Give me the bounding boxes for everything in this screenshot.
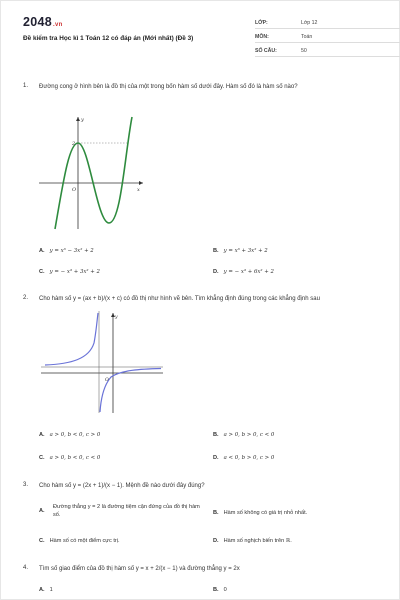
x-label: x <box>137 187 140 193</box>
question-number: 3. <box>23 482 29 488</box>
question-text: Đường cong ở hình bên là đồ thị của một trong bốn hàm số dưới đây. Hàm số đó là hàm số nào? <box>39 84 298 90</box>
mark-label: 2 <box>72 141 76 147</box>
cubic-curve <box>55 117 132 229</box>
origin-label: O <box>105 378 109 383</box>
question-text: Tìm số giao điểm của đồ thị hàm số y = x + 2/(x − 1) và đường thẳng y = 2x <box>39 566 240 572</box>
option-3c[interactable]: C. Hàm số có một điểm cực trị. <box>39 538 120 544</box>
option-3d[interactable]: D. Hàm số nghịch biến trên ℝ. <box>213 538 292 544</box>
y-label: y <box>81 117 84 123</box>
header <box>23 13 383 63</box>
origin-label: O <box>72 187 77 193</box>
x-axis-arrow <box>139 181 143 185</box>
option-1d[interactable]: D. y = − x³ + 6x² + 2 <box>213 269 274 275</box>
y-axis-arrow <box>76 117 80 121</box>
option-4b[interactable]: B. 0 <box>213 587 227 593</box>
hyperbola-right-branch <box>100 369 161 413</box>
question-text: Cho hàm số y = (ax + b)/(x + c) có đồ thị như hình vẽ bên. Tìm khẳng định đúng trong các khẳng định sau <box>39 296 320 302</box>
question-text: Cho hàm số y = (2x + 1)/(x − 1). Mệnh đề nào dưới đây đúng? <box>39 483 205 489</box>
meta-subject: MÔN: Toán <box>255 29 400 43</box>
question-number: 4. <box>23 565 29 571</box>
question-number: 2. <box>23 295 29 301</box>
option-1a[interactable]: A. y = x³ − 3x² + 2 <box>39 248 94 254</box>
option-2b[interactable]: B. a > 0, b > 0, c < 0 <box>213 432 275 438</box>
document-title: Đề kiểm tra Học kì 1 Toán 12 có đáp án (Mới nhất) (Đề 3) <box>23 35 194 42</box>
option-2a[interactable]: A. a > 0, b < 0, c > 0 <box>39 432 101 438</box>
question-1-graph <box>37 113 147 231</box>
meta-info <box>255 15 400 57</box>
y-label: y <box>115 315 118 320</box>
meta-class: LỚP: Lớp 12 <box>255 15 400 29</box>
meta-question-count: SỐ CÂU: 50 <box>255 43 400 57</box>
site-logo[interactable]: 2048.vn <box>23 15 63 29</box>
question-number: 1. <box>23 83 29 89</box>
option-2d[interactable]: D. a < 0, b > 0, c > 0 <box>213 455 275 461</box>
option-3a[interactable]: A. Đường thẳng y = 2 là đường tiệm cận đứng của đồ thị hàm số. <box>39 504 200 518</box>
option-1b[interactable]: B. y = x³ + 3x² + 2 <box>213 248 268 254</box>
option-2c[interactable]: C. a > 0, b < 0, c < 0 <box>39 455 101 461</box>
hyperbola-left-branch <box>45 313 98 365</box>
option-4a[interactable]: A. 1 <box>39 587 53 593</box>
option-1c[interactable]: C. y = − x³ + 3x² + 2 <box>39 269 100 275</box>
question-2-graph <box>41 311 163 413</box>
option-3b[interactable]: B. Hàm số không có giá trị nhỏ nhất. <box>213 510 308 516</box>
